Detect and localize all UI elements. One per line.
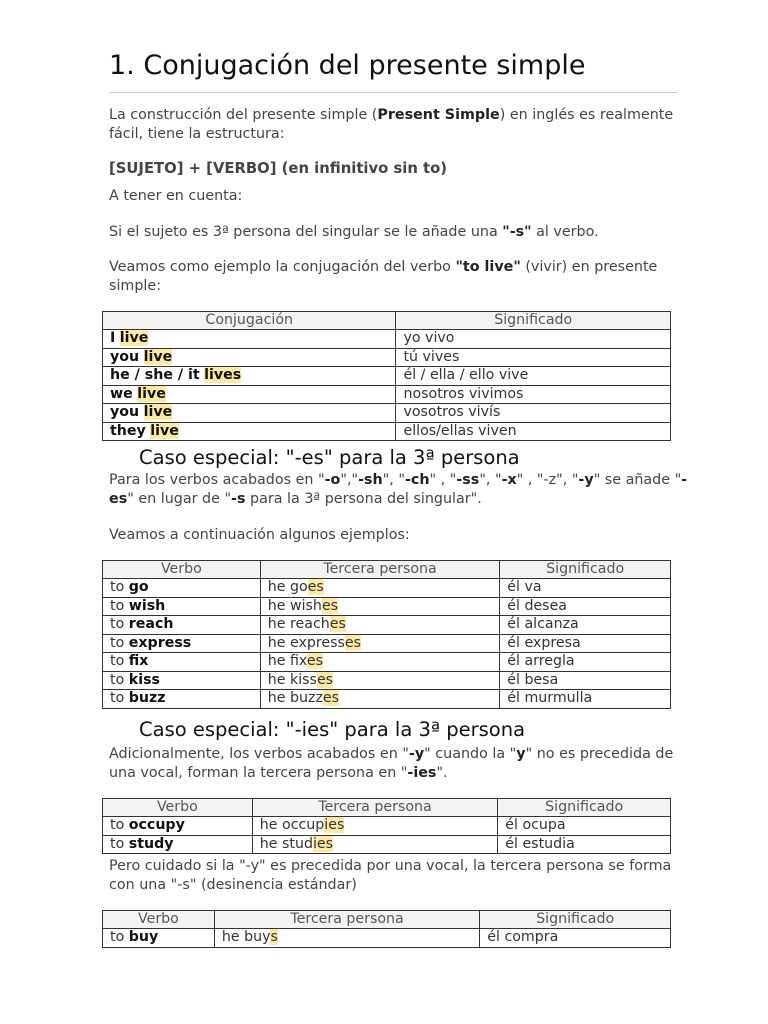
table-row: [103, 404, 671, 423]
verb-cell: [103, 690, 261, 709]
to-particle: to: [110, 835, 125, 852]
verb-cell: [103, 929, 215, 948]
verb-cell: [103, 817, 253, 836]
table-row: [103, 579, 671, 598]
subject-pronoun: he / she / it: [110, 367, 200, 384]
verb-cell: [103, 653, 261, 672]
verb-infinitive: express: [128, 634, 192, 651]
third-person-ending: es: [344, 634, 362, 651]
third-person-cell: [260, 671, 500, 690]
third-person-stem: he stud: [259, 835, 313, 852]
ies-examples-table: [102, 798, 671, 854]
table-header: Significado: [396, 312, 671, 330]
third-person-stem: he fix: [267, 653, 307, 670]
table-header: Significado: [480, 911, 671, 929]
table-header: Significado: [500, 561, 671, 579]
third-person-stem: he kiss: [267, 671, 317, 688]
table-row: [103, 330, 671, 349]
verb-cell: [103, 616, 261, 635]
third-person-rule: Si el sujeto es 3ª persona del singular se le añade una "-s" al verbo.: [109, 224, 599, 240]
to-particle: to: [110, 653, 125, 670]
verb-cell: [103, 835, 253, 854]
meaning-cell: él desea: [500, 597, 671, 616]
table-header: Verbo: [103, 911, 215, 929]
examples-intro: Veamos a continuación algunos ejemplos:: [109, 527, 410, 543]
verb-infinitive: fix: [128, 653, 149, 670]
title-divider: [109, 92, 677, 93]
third-person-stem: he wish: [267, 597, 322, 614]
conjugation-table: [102, 311, 671, 441]
conjugation-cell: [103, 385, 396, 404]
meaning-cell: él alcanza: [500, 616, 671, 635]
verb-infinitive: reach: [128, 616, 174, 633]
meaning-cell: tú vives: [396, 348, 671, 367]
meaning-cell: él ocupa: [498, 817, 671, 836]
verb-infinitive: kiss: [128, 671, 160, 688]
subject-pronoun: you: [110, 348, 140, 365]
to-particle: to: [110, 634, 125, 651]
meaning-cell: él arregla: [500, 653, 671, 672]
verb-infinitive: buy: [128, 929, 159, 946]
to-particle: to: [110, 817, 125, 834]
to-particle: to: [110, 671, 125, 688]
verb-form: lives: [204, 367, 242, 384]
third-person-cell: [260, 616, 500, 635]
verb-form: live: [119, 330, 149, 347]
table-row: [103, 929, 671, 948]
subject-pronoun: I: [110, 330, 116, 347]
table-row: [103, 367, 671, 386]
to-particle: to: [110, 929, 125, 946]
structure-formula: [SUJETO] + [VERBO] (en infinitivo sin to): [109, 160, 448, 177]
note-text: A tener en cuenta:: [109, 188, 243, 204]
vowel-y-note: Pero cuidado si la "-y" es precedida por una vocal, la tercera persona se forma con una "-s" (desinencia estándar): [109, 858, 672, 893]
third-person-ending: es: [322, 690, 340, 707]
third-person-ending: es: [316, 671, 334, 688]
meaning-cell: ellos/ellas viven: [396, 422, 671, 441]
table-header: Significado: [498, 799, 671, 817]
third-person-ending: s: [270, 929, 278, 946]
third-person-ending: es: [321, 597, 339, 614]
table-row: [103, 634, 671, 653]
table-row: [103, 385, 671, 404]
section-heading-es: Caso especial: "-es" para la 3ª persona: [139, 446, 520, 469]
verb-cell: [103, 634, 261, 653]
subject-pronoun: they: [110, 422, 146, 439]
conjugation-cell: [103, 367, 396, 386]
third-person-ending: es: [307, 579, 324, 596]
third-person-cell: [260, 634, 500, 653]
conjugation-cell: [103, 422, 396, 441]
verb-infinitive: go: [128, 579, 149, 596]
ies-rule-paragraph: Adicionalmente, los verbos acabados en "-y" cuando la "y" no es precedida de una vocal, forman la tercera persona en "-ies".: [109, 746, 674, 781]
third-person-cell: [252, 835, 497, 854]
vowel-y-table: [102, 910, 671, 948]
third-person-cell: [260, 597, 500, 616]
to-particle: to: [110, 690, 125, 707]
es-examples-table: [102, 560, 671, 709]
table-header: Tercera persona: [260, 561, 500, 579]
meaning-cell: él compra: [480, 929, 671, 948]
third-person-stem: he buzz: [267, 690, 323, 707]
verb-form: live: [137, 385, 166, 402]
table-header: Verbo: [103, 799, 253, 817]
to-particle: to: [110, 597, 125, 614]
conjugation-cell: [103, 404, 396, 423]
intro-paragraph: La construcción del presente simple (Present Simple) en inglés es realmente fácil, tiene la estructura:: [109, 107, 674, 142]
table-row: [103, 348, 671, 367]
third-person-stem: he reach: [267, 616, 330, 633]
meaning-cell: él va: [500, 579, 671, 598]
meaning-cell: él besa: [500, 671, 671, 690]
subject-pronoun: you: [110, 404, 140, 421]
third-person-stem: he express: [267, 634, 345, 651]
third-person-stem: he buy: [221, 929, 271, 946]
third-person-ending: es: [306, 653, 324, 670]
verb-cell: [103, 671, 261, 690]
example-intro: Veamos como ejemplo la conjugación del verbo "to live" (vivir) en presente simple:: [109, 259, 658, 294]
table-row: [103, 817, 671, 836]
third-person-ending: ies: [324, 817, 345, 834]
verb-form: live: [143, 348, 173, 365]
table-row: [103, 671, 671, 690]
third-person-ending: es: [329, 616, 346, 633]
third-person-cell: [260, 653, 500, 672]
page-title: 1. Conjugación del presente simple: [109, 50, 586, 81]
meaning-cell: él / ella / ello vive: [396, 367, 671, 386]
conjugation-cell: [103, 348, 396, 367]
table-row: [103, 690, 671, 709]
verb-infinitive: buzz: [128, 690, 166, 707]
to-particle: to: [110, 579, 125, 596]
table-row: [103, 597, 671, 616]
subject-pronoun: we: [110, 385, 133, 402]
table-header: Tercera persona: [214, 911, 479, 929]
table-row: [103, 653, 671, 672]
meaning-cell: él estudia: [498, 835, 671, 854]
to-particle: to: [110, 616, 125, 633]
es-rule-paragraph: Para los verbos acabados en "-o","-sh", "-ch" , "-ss", "-x" , "-z", "-y" se añade "-es" en lugar de "-s para la 3ª persona del singular".: [109, 472, 688, 507]
meaning-cell: él expresa: [500, 634, 671, 653]
verb-infinitive: occupy: [128, 817, 185, 834]
section-heading-ies: Caso especial: "-ies" para la 3ª persona: [139, 718, 526, 741]
third-person-cell: [260, 579, 500, 598]
meaning-cell: él murmulla: [500, 690, 671, 709]
third-person-cell: [252, 817, 497, 836]
third-person-cell: [214, 929, 479, 948]
verb-form: live: [150, 422, 179, 439]
table-row: [103, 422, 671, 441]
table-row: [103, 616, 671, 635]
verb-infinitive: wish: [128, 597, 166, 614]
table-header: Verbo: [103, 561, 261, 579]
conjugation-cell: [103, 330, 396, 349]
table-header: Conjugación: [103, 312, 396, 330]
table-row: [103, 835, 671, 854]
third-person-cell: [260, 690, 500, 709]
verb-infinitive: study: [128, 835, 174, 852]
meaning-cell: nosotros vivimos: [396, 385, 671, 404]
meaning-cell: yo vivo: [396, 330, 671, 349]
verb-cell: [103, 579, 261, 598]
third-person-stem: he go: [267, 579, 308, 596]
third-person-stem: he occup: [259, 817, 325, 834]
table-header: Tercera persona: [252, 799, 497, 817]
verb-form: live: [143, 404, 173, 421]
verb-cell: [103, 597, 261, 616]
third-person-ending: ies: [312, 835, 334, 852]
meaning-cell: vosotros vivís: [396, 404, 671, 423]
